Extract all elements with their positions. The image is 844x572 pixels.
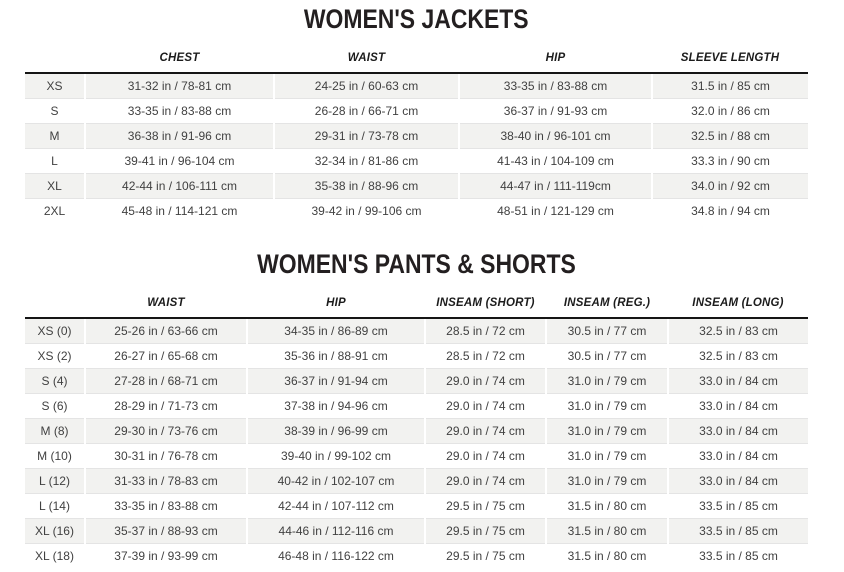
header-row [25,47,808,73]
measurement-cell: 31.5 in / 80 cm [546,494,668,519]
measurement-cell: 28-29 in / 71-73 cm [85,394,247,419]
jackets-size-table [25,47,808,223]
measurement-cell: 31.5 in / 85 cm [652,73,808,99]
measurement-cell: 33.0 in / 84 cm [668,469,808,494]
size-column-header [25,292,85,318]
table-row [25,394,808,419]
measurement-cell: 34.8 in / 94 cm [652,199,808,224]
pants-table-title-text: WOMEN'S PANTS & SHORTS [257,249,576,279]
table-row [25,149,808,174]
measurement-cell: 35-37 in / 88-93 cm [85,519,247,544]
size-label-cell: XL (18) [35,549,74,563]
measurement-cell: 32-34 in / 81-86 cm [274,149,459,174]
measurement-cell: 37-38 in / 94-96 cm [247,394,425,419]
measurement-cell: 34.0 in / 92 cm [652,174,808,199]
measurement-cell: 33.5 in / 85 cm [668,494,808,519]
size-label-cell: XS (2) [37,349,72,363]
measurement-cell: 29-30 in / 73-76 cm [85,419,247,444]
measurement-column-header: SLEEVE LENGTH [652,47,808,73]
measurement-cell: 36-37 in / 91-93 cm [459,99,652,124]
measurement-cell: 30.5 in / 77 cm [546,344,668,369]
measurement-column-header: INSEAM (SHORT) [425,292,546,318]
measurement-cell: 44-47 in / 111-119cm [459,174,652,199]
womens-jackets-section [25,4,844,223]
measurement-cell: 34-35 in / 86-89 cm [247,318,425,344]
measurement-cell: 39-41 in / 96-104 cm [85,149,274,174]
measurement-cell: 32.0 in / 86 cm [652,99,808,124]
size-label-cell: XS [25,73,85,99]
measurement-cell: 29.5 in / 75 cm [425,519,546,544]
header-row [25,292,808,318]
table-row [25,419,808,444]
measurement-cell: 26-27 in / 65-68 cm [85,344,247,369]
measurement-cell: 29.0 in / 74 cm [425,369,546,394]
table-row [25,494,808,519]
measurement-cell: 44-46 in / 112-116 cm [247,519,425,544]
measurement-cell: 31.5 in / 80 cm [546,544,668,569]
measurement-cell: 31-33 in / 78-83 cm [85,469,247,494]
table-row [25,174,808,199]
measurement-cell: 36-38 in / 91-96 cm [85,124,274,149]
measurement-cell: 37-39 in / 93-99 cm [85,544,247,569]
measurement-cell: 30-31 in / 76-78 cm [85,444,247,469]
measurement-cell: 33.0 in / 84 cm [668,444,808,469]
table-row [25,444,808,469]
measurement-column-header: HIP [459,47,652,73]
measurement-cell: 31.0 in / 79 cm [546,394,668,419]
size-column-header [25,47,85,73]
table-row [25,344,808,369]
measurement-cell: 29-31 in / 73-78 cm [274,124,459,149]
measurement-cell: 29.0 in / 74 cm [425,394,546,419]
measurement-cell: 29.5 in / 75 cm [425,544,546,569]
measurement-cell: 42-44 in / 106-111 cm [85,174,274,199]
table-row [25,544,808,569]
measurement-cell: 39-42 in / 99-106 cm [274,199,459,224]
measurement-cell: 26-28 in / 66-71 cm [274,99,459,124]
measurement-cell: 48-51 in / 121-129 cm [459,199,652,224]
measurement-cell: 28.5 in / 72 cm [425,318,546,344]
pants-size-table [25,292,808,568]
measurement-cell: 33.3 in / 90 cm [652,149,808,174]
measurement-cell: 31.0 in / 79 cm [546,419,668,444]
measurement-cell: 29.0 in / 74 cm [425,444,546,469]
measurement-cell: 33-35 in / 83-88 cm [459,73,652,99]
measurement-cell: 30.5 in / 77 cm [546,318,668,344]
size-label-cell: XL (16) [25,519,85,544]
jackets-table-title-text: WOMEN'S JACKETS [304,4,529,34]
size-label-cell: S (4) [25,369,85,394]
measurement-cell: 33.0 in / 84 cm [668,394,808,419]
measurement-column-header: INSEAM (REG.) [546,292,668,318]
table-row [25,469,808,494]
measurement-cell: 40-42 in / 102-107 cm [247,469,425,494]
size-label-cell: M (8) [25,419,85,444]
measurement-cell: 32.5 in / 83 cm [668,344,808,369]
measurement-cell: 31.0 in / 79 cm [546,469,668,494]
measurement-cell: 33.0 in / 84 cm [668,419,808,444]
measurement-cell: 29.0 in / 74 cm [425,419,546,444]
measurement-cell: 32.5 in / 83 cm [668,318,808,344]
size-label-cell: XS (0) [25,318,85,344]
measurement-cell: 46-48 in / 116-122 cm [247,544,425,569]
measurement-column-header: WAIST [274,47,459,73]
table-row [25,124,808,149]
measurement-cell: 33.5 in / 85 cm [668,544,808,569]
measurement-cell: 31.5 in / 80 cm [546,519,668,544]
table-row [25,99,808,124]
size-label-cell: L [51,154,58,168]
measurement-cell: 31.0 in / 79 cm [546,444,668,469]
table-row [25,369,808,394]
measurement-cell: 33.0 in / 84 cm [668,369,808,394]
measurement-cell: 29.0 in / 74 cm [425,469,546,494]
measurement-column-header: CHEST [85,47,274,73]
measurement-cell: 36-37 in / 91-94 cm [247,369,425,394]
measurement-cell: 31-32 in / 78-81 cm [85,73,274,99]
table-row [25,519,808,544]
pants-table-title [25,249,808,279]
size-label-cell: S [50,104,59,118]
size-label-cell: M (10) [37,449,72,463]
measurement-cell: 42-44 in / 107-112 cm [247,494,425,519]
size-label-cell: L (14) [39,499,70,513]
measurement-cell: 38-39 in / 96-99 cm [247,419,425,444]
size-label-cell: XL [25,174,85,199]
table-row [25,318,808,344]
measurement-cell: 33-35 in / 83-88 cm [85,99,274,124]
measurement-cell: 24-25 in / 60-63 cm [274,73,459,99]
measurement-cell: 25-26 in / 63-66 cm [85,318,247,344]
measurement-cell: 41-43 in / 104-109 cm [459,149,652,174]
measurement-cell: 33-35 in / 83-88 cm [85,494,247,519]
measurement-cell: 45-48 in / 114-121 cm [85,199,274,224]
table-row [25,199,808,224]
measurement-column-header: INSEAM (LONG) [668,292,808,318]
measurement-cell: 28.5 in / 72 cm [425,344,546,369]
measurement-cell: 38-40 in / 96-101 cm [459,124,652,149]
measurement-cell: 35-36 in / 88-91 cm [247,344,425,369]
measurement-cell: 29.5 in / 75 cm [425,494,546,519]
measurement-cell: 31.0 in / 79 cm [546,369,668,394]
womens-pants-shorts-section [25,249,844,568]
measurement-cell: 32.5 in / 88 cm [652,124,808,149]
size-label-cell: S (6) [41,399,68,413]
measurement-cell: 27-28 in / 68-71 cm [85,369,247,394]
measurement-column-header: HIP [247,292,425,318]
size-label-cell: M [25,124,85,149]
jackets-table-title [25,4,808,34]
measurement-cell: 39-40 in / 99-102 cm [247,444,425,469]
measurement-column-header: WAIST [85,292,247,318]
measurement-cell: 33.5 in / 85 cm [668,519,808,544]
measurement-cell: 35-38 in / 88-96 cm [274,174,459,199]
table-row [25,73,808,99]
size-label-cell: L (12) [25,469,85,494]
size-label-cell: 2XL [43,204,66,218]
